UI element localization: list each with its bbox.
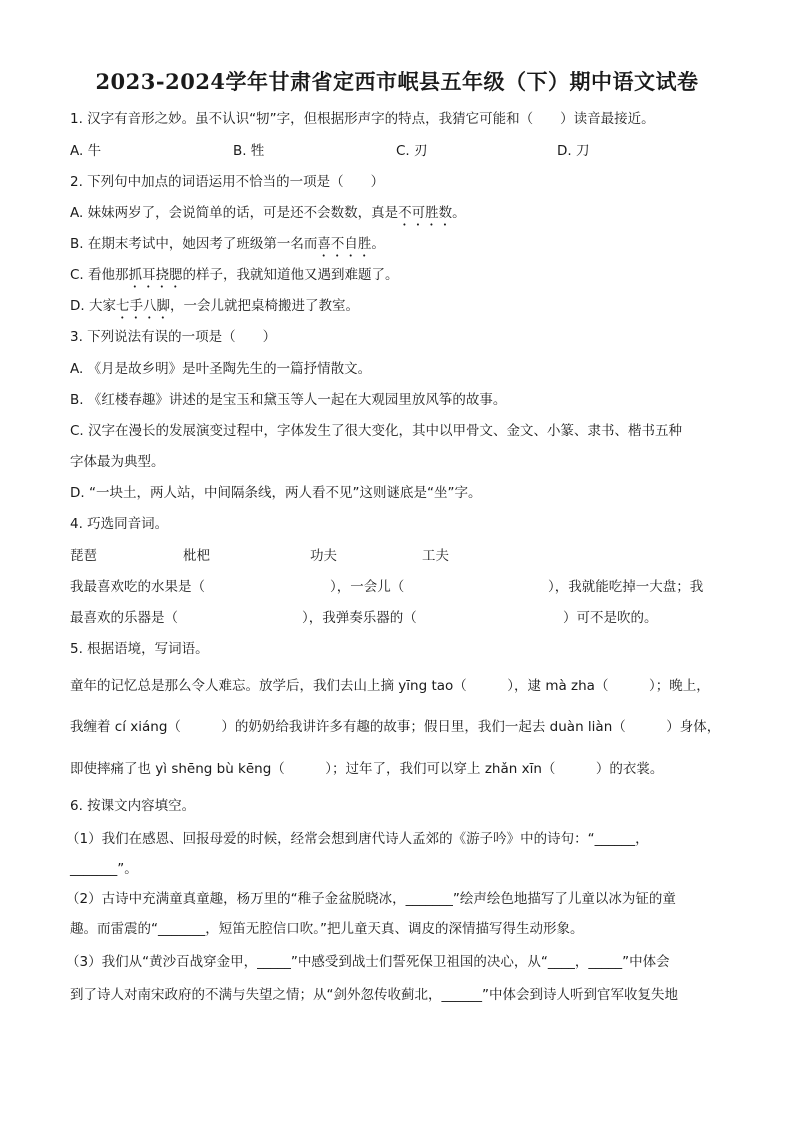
q5-line1: 童年的记忆总是那么令人难忘。放学后，我们去山上摘 yīng tao（ ），逮 mà zha（ ）；晚上， — [70, 678, 710, 694]
q2-b-text: B. 在期末考试中，她因考了班级第一名而 — [70, 236, 318, 252]
q4-word-kungfu: 功夫 — [310, 548, 337, 564]
q3-stem: 3. 下列说法有误的一项是（ ） — [70, 329, 277, 345]
q2-option-a — [70, 204, 466, 229]
q4-word-time: 工夫 — [422, 548, 449, 564]
q6-part3-line1: （3）我们从“黄沙百战穿金甲，_____”中感受到战士们誓死保卫祖国的决心，从“____，_____”中体会 — [66, 954, 670, 970]
q6-part2-line1: （2）古诗中充满童真童趣，杨万里的“稚子金盆脱晓冰，_______”绘声绘色地描写了儿童以冰为钲的童 — [66, 891, 676, 907]
q4-line1-a: 我最喜欢吃的水果是（ — [70, 579, 205, 595]
q2-option-d — [70, 297, 359, 322]
exam-title: 2023-2024学年甘肃省定西市岷县五年级（下）期中语文试卷 — [95, 69, 699, 94]
q3-option-c-line2: 字体最为典型。 — [70, 454, 165, 470]
q2-stem: 2. 下列句中加点的词语运用不恰当的一项是（ ） — [70, 174, 385, 190]
q4-stem: 4. 巧选同音词。 — [70, 516, 169, 532]
q1-option-a: A. 牛 — [70, 143, 102, 159]
q6-part1-line1: （1）我们在感恩、回报母爱的时候，经常会想到唐代诗人孟郊的《游子吟》中的诗句：“______， — [66, 831, 649, 847]
q2-d-text: D. 大家 — [70, 298, 116, 314]
q5-line3: 即使摔痛了也 yì shēng bù kēng（ ）；过年了，我们可以穿上 zhǎn xīn（ ）的衣裳。 — [70, 761, 664, 777]
q2-option-b — [70, 235, 385, 260]
q4-line2-c: ）可不是吹的。 — [563, 610, 658, 626]
q2-a-text: A. 妹妹两岁了，会说简单的话，可是还不会数数，真是 — [70, 205, 399, 221]
q4-line1-c: ），我就能吃掉一大盘；我 — [548, 579, 704, 595]
q6-stem: 6. 按课文内容填空。 — [70, 798, 196, 814]
q5-line2: 我缠着 cí xiáng（ ）的奶奶给我讲许多有趣的故事；假日里，我们一起去 duàn liàn（ ）身体， — [70, 719, 721, 735]
q2-d-end: ，一会儿就把桌椅搬进了教室。 — [169, 298, 359, 314]
q1-option-d: D. 刀 — [557, 143, 590, 159]
q2-a-dotted-word: 不可胜数 — [398, 205, 453, 221]
q5-stem: 5. 根据语境，写词语。 — [70, 641, 209, 657]
q3-option-d: D. “一块土，两人站，中间隔条线，两人看不见”这则谜底是“坐”字。 — [70, 485, 482, 501]
q2-c-end: 的样子，我就知道他又遇到难题了。 — [182, 267, 399, 283]
q2-c-text: C. 看他那 — [70, 267, 129, 283]
q4-line1-b: ），一会儿（ — [330, 579, 405, 595]
q3-option-a: A. 《月是故乡明》是叶圣陶先生的一篇抒情散文。 — [70, 361, 372, 377]
q2-c-dotted-word: 抓耳挠腮 — [128, 267, 183, 283]
q1-option-c: C. 刃 — [396, 143, 428, 159]
q3-option-b: B. 《红楼春趣》讲述的是宝玉和黛玉等人一起在大观园里放风筝的故事。 — [70, 392, 507, 408]
q2-d-dotted-word: 七手八脚 — [115, 298, 170, 314]
q6-part3-line2: 到了诗人对南宋政府的不满与失望之情；从“剑外忽传收蓟北，______”中体会到诗人听到官军收复失地 — [70, 987, 678, 1003]
q2-a-end: 。 — [452, 205, 466, 221]
q4-word-pipa: 琵琶 — [70, 548, 97, 564]
q3-option-c-line1: C. 汉字在漫长的发展演变过程中，字体发生了很大变化，其中以甲骨文、金文、小篆、隶书、楷书五种 — [70, 423, 683, 439]
q6-part2-line2: 趣。而雷震的“_______，短笛无腔信口吹。”把儿童天真、调皮的深情描写得生动形象。 — [70, 921, 584, 937]
q2-option-c — [70, 266, 399, 291]
q4-word-loquat: 枇杷 — [183, 548, 210, 564]
q1-stem: 1. 汉字有音形之妙。虽不认识“牣”字，但根据形声字的特点，我猜它可能和（ ）读音最接近。 — [70, 111, 655, 127]
q2-b-end: 。 — [371, 236, 385, 252]
q4-line2-a: 最喜欢的乐器是（ — [70, 610, 178, 626]
q6-part1-line2: _______”。 — [70, 861, 138, 877]
q2-b-dotted-word: 喜不自胜 — [317, 236, 372, 252]
q4-line2-b: ），我弹奏乐器的（ — [302, 610, 417, 626]
q1-option-b: B. 牲 — [233, 143, 265, 159]
